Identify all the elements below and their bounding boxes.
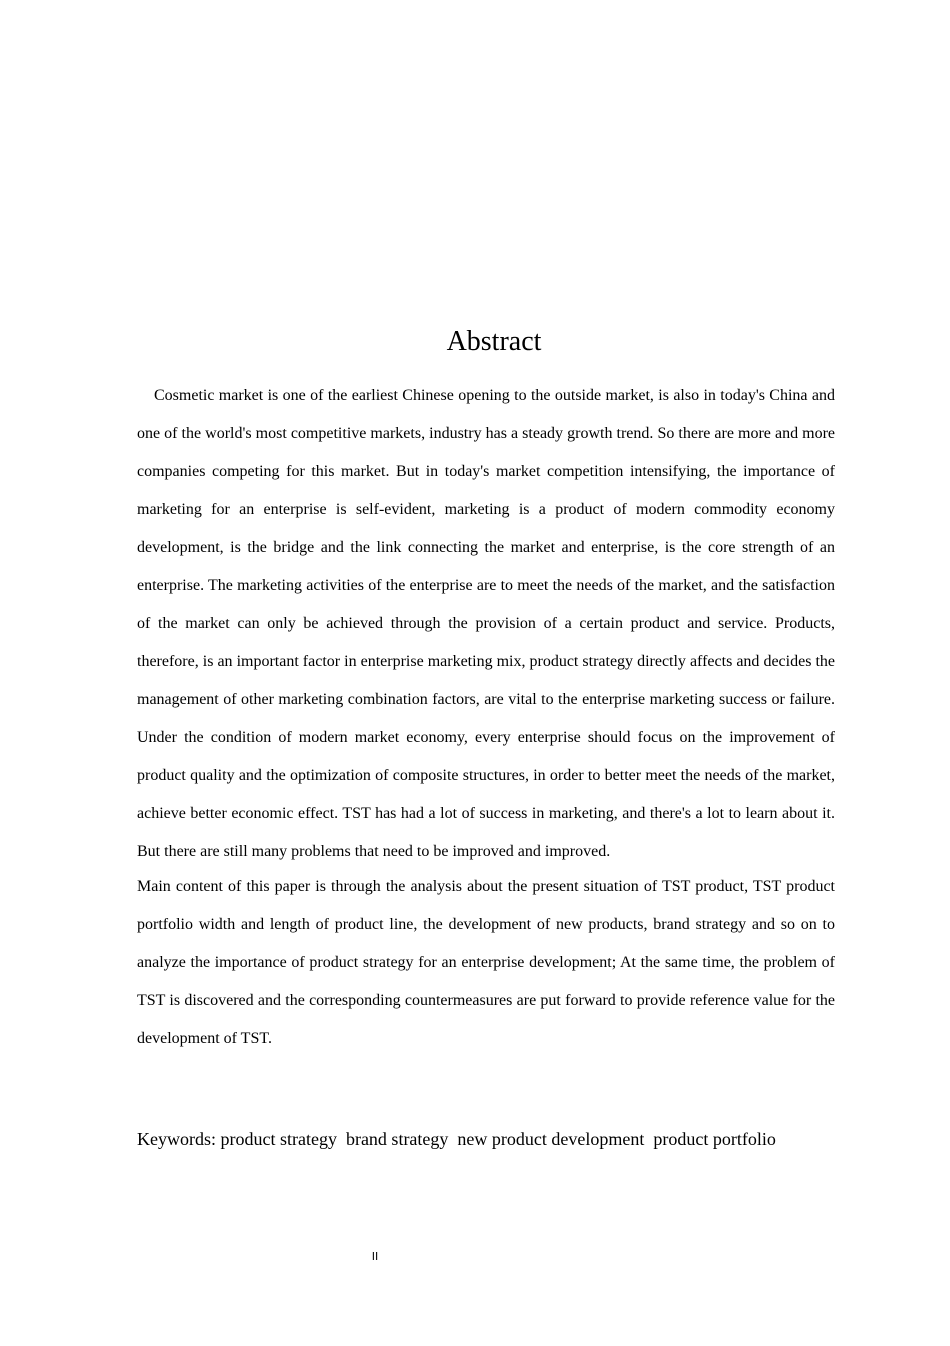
keywords-line: Keywords: product strategy brand strategy new product development product portfolio — [137, 1129, 776, 1149]
abstract-body — [137, 377, 835, 1058]
abstract-title: Abstract — [446, 326, 542, 357]
abstract-paragraph-1: Cosmetic market is one of the earliest Chinese opening to the outside market, is also in today's China and one of the world's most competitive markets, industry has a steady growth trend. So there are more and more companies competing for this market. But in today's market competition intensifying, the importance of marketing for an enterprise is self-evident, marketing is a product of modern commodity economy development, is the bridge and the link connecting the market and enterprise, is the core strength of an enterprise. The marketing activities of the enterprise are to meet the needs of the market, and the satisfaction of the market can only be achieved through the provision of a certain product and service. Products, therefore, is an important factor in enterprise marketing mix, product strategy directly affects and decides the management of other marketing combination factors, are vital to the enterprise marketing success or failure. Under the condition of modern market economy, every enterprise should focus on the improvement of product quality and the optimization of composite structures, in order to better meet the needs of the market, achieve better economic effect. TST has had a lot of success in marketing, and there's a lot to learn about it. But there are still many problems that need to be improved and improved. — [137, 387, 835, 860]
abstract-paragraph-2: Main content of this paper is through the analysis about the present situation of TST product, TST product portfolio width and length of product line, the development of new products, brand strategy and so on to analyze the importance of product strategy for an enterprise development; At the same time, the problem of TST is discovered and the corresponding countermeasures are put forward to provide reference value for the development of TST. — [137, 878, 835, 1047]
page-number: II — [371, 1250, 379, 1263]
